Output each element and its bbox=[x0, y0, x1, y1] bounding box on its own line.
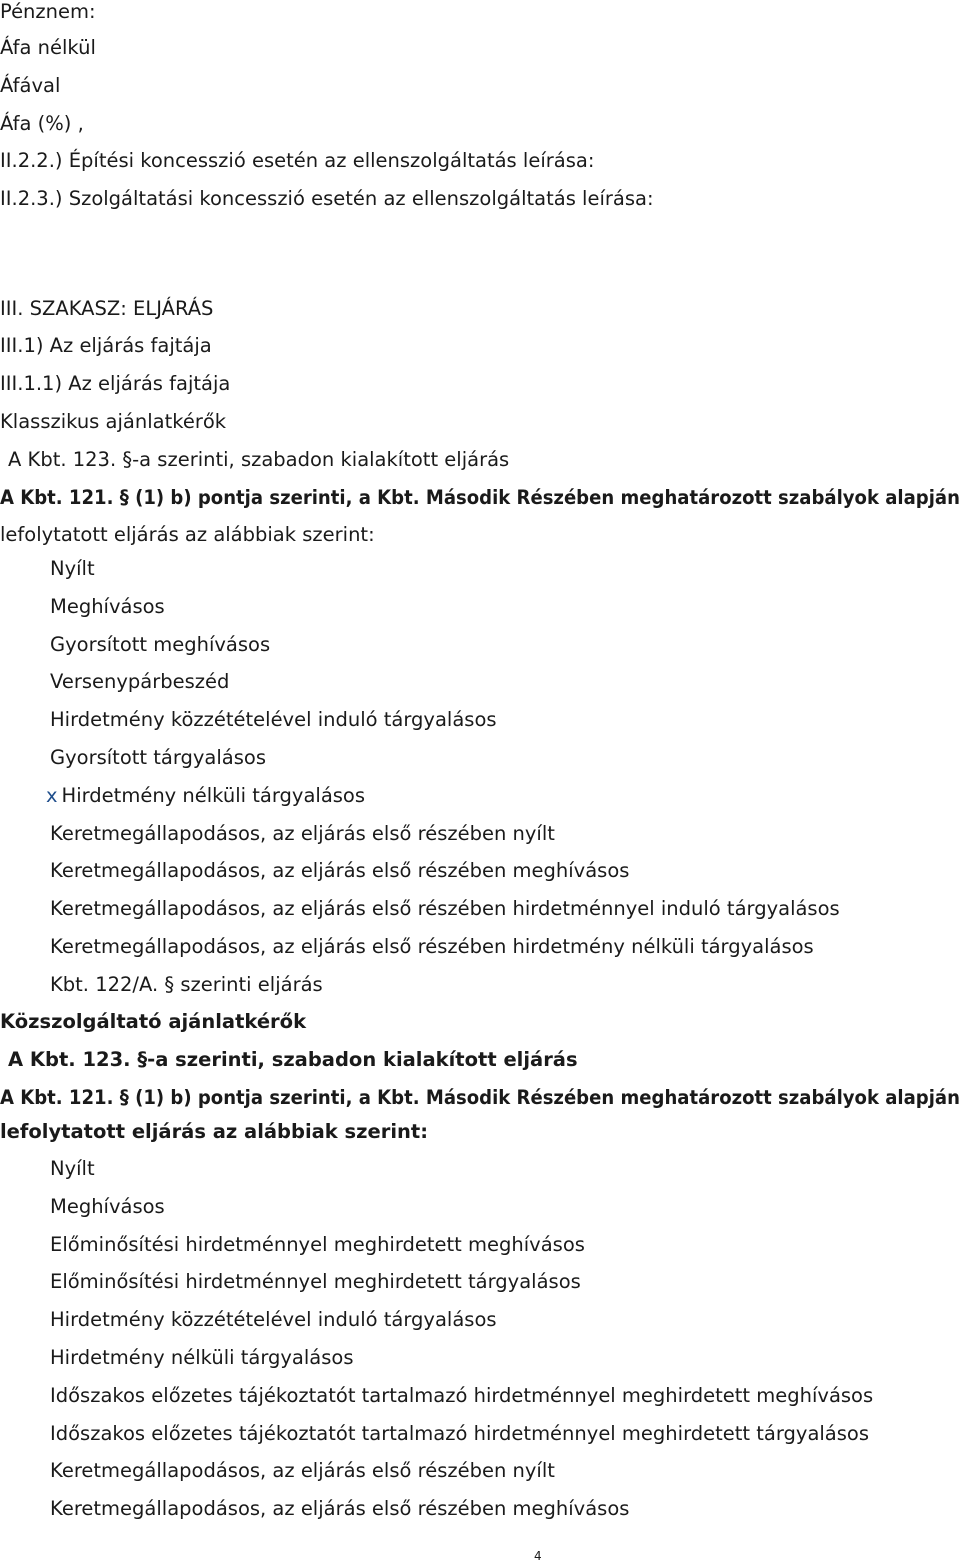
classic-option: Gyorsított tárgyalásos bbox=[50, 746, 266, 769]
classic-option-label: Hirdetmény nélküli tárgyalásos bbox=[61, 784, 366, 807]
utility-kbt123: A Kbt. 123. §-a szerinti, szabadon kialakított eljárás bbox=[8, 1048, 578, 1071]
section-iii-1: III.1) Az eljárás fajtája bbox=[0, 334, 212, 357]
classic-option: Keretmegállapodásos, az eljárás első részében meghívásos bbox=[50, 859, 630, 882]
utility-option: Meghívásos bbox=[50, 1195, 165, 1218]
with-vat-label: Áfával bbox=[0, 74, 61, 97]
utility-option: Előminősítési hirdetménnyel meghirdetett tárgyalásos bbox=[50, 1270, 581, 1293]
classic-option: Hirdetmény közzétételével induló tárgyalásos bbox=[50, 708, 497, 731]
utility-option: Hirdetmény nélküli tárgyalásos bbox=[50, 1346, 354, 1369]
utility-kbt121-line1: A Kbt. 121. § (1) b) pontja szerinti, a Kbt. Második Részében meghatározott szabályok alapján bbox=[0, 1086, 960, 1109]
utility-option: Hirdetmény közzétételével induló tárgyalásos bbox=[50, 1308, 497, 1331]
utility-option: Időszakos előzetes tájékoztatót tartalmazó hirdetménnyel meghirdetett tárgyalásos bbox=[50, 1422, 870, 1445]
classic-heading: Klasszikus ajánlatkérők bbox=[0, 410, 227, 433]
utility-heading: Közszolgáltató ajánlatkérők bbox=[0, 1010, 307, 1033]
classic-option: Nyílt bbox=[50, 557, 95, 580]
classic-option: Meghívásos bbox=[50, 595, 165, 618]
section-iii-1-1: III.1.1) Az eljárás fajtája bbox=[0, 372, 231, 395]
section-iii-heading: III. SZAKASZ: ELJÁRÁS bbox=[0, 297, 214, 320]
utility-option: Előminősítési hirdetménnyel meghirdetett meghívásos bbox=[50, 1233, 585, 1256]
page-number: 4 bbox=[534, 1549, 542, 1563]
currency-label: Pénznem: bbox=[0, 0, 96, 23]
utility-kbt121-line2: lefolytatott eljárás az alábbiak szerint: bbox=[0, 1120, 429, 1143]
utility-option: Nyílt bbox=[50, 1157, 95, 1180]
classic-option: Kbt. 122/A. § szerinti eljárás bbox=[50, 973, 323, 996]
without-vat-label: Áfa nélkül bbox=[0, 36, 96, 59]
classic-kbt121-line1: A Kbt. 121. § (1) b) pontja szerinti, a Kbt. Második Részében meghatározott szabályok alapján bbox=[0, 486, 960, 509]
utility-option: Keretmegállapodásos, az eljárás első részében meghívásos bbox=[50, 1497, 630, 1520]
classic-option-selected bbox=[46, 784, 365, 808]
section-ii-2-3: II.2.3.) Szolgáltatási koncesszió esetén az ellenszolgáltatás leírása: bbox=[0, 187, 654, 210]
vat-percent-label: Áfa (%) , bbox=[0, 112, 84, 135]
utility-option: Időszakos előzetes tájékoztatót tartalmazó hirdetménnyel meghirdetett meghívásos bbox=[50, 1384, 874, 1407]
selected-marker: x bbox=[46, 784, 58, 807]
classic-option: Keretmegállapodásos, az eljárás első részében hirdetmény nélküli tárgyalásos bbox=[50, 935, 814, 958]
classic-kbt123: A Kbt. 123. §-a szerinti, szabadon kialakított eljárás bbox=[8, 448, 510, 471]
section-ii-2-2: II.2.2.) Építési koncesszió esetén az ellenszolgáltatás leírása: bbox=[0, 149, 595, 172]
classic-option: Versenypárbeszéd bbox=[50, 670, 230, 693]
classic-option: Keretmegállapodásos, az eljárás első részében nyílt bbox=[50, 822, 555, 845]
utility-option: Keretmegállapodásos, az eljárás első részében nyílt bbox=[50, 1459, 555, 1482]
classic-option: Keretmegállapodásos, az eljárás első részében hirdetménnyel induló tárgyalásos bbox=[50, 897, 840, 920]
classic-kbt121-line2: lefolytatott eljárás az alábbiak szerint: bbox=[0, 523, 375, 546]
classic-option: Gyorsított meghívásos bbox=[50, 633, 271, 656]
